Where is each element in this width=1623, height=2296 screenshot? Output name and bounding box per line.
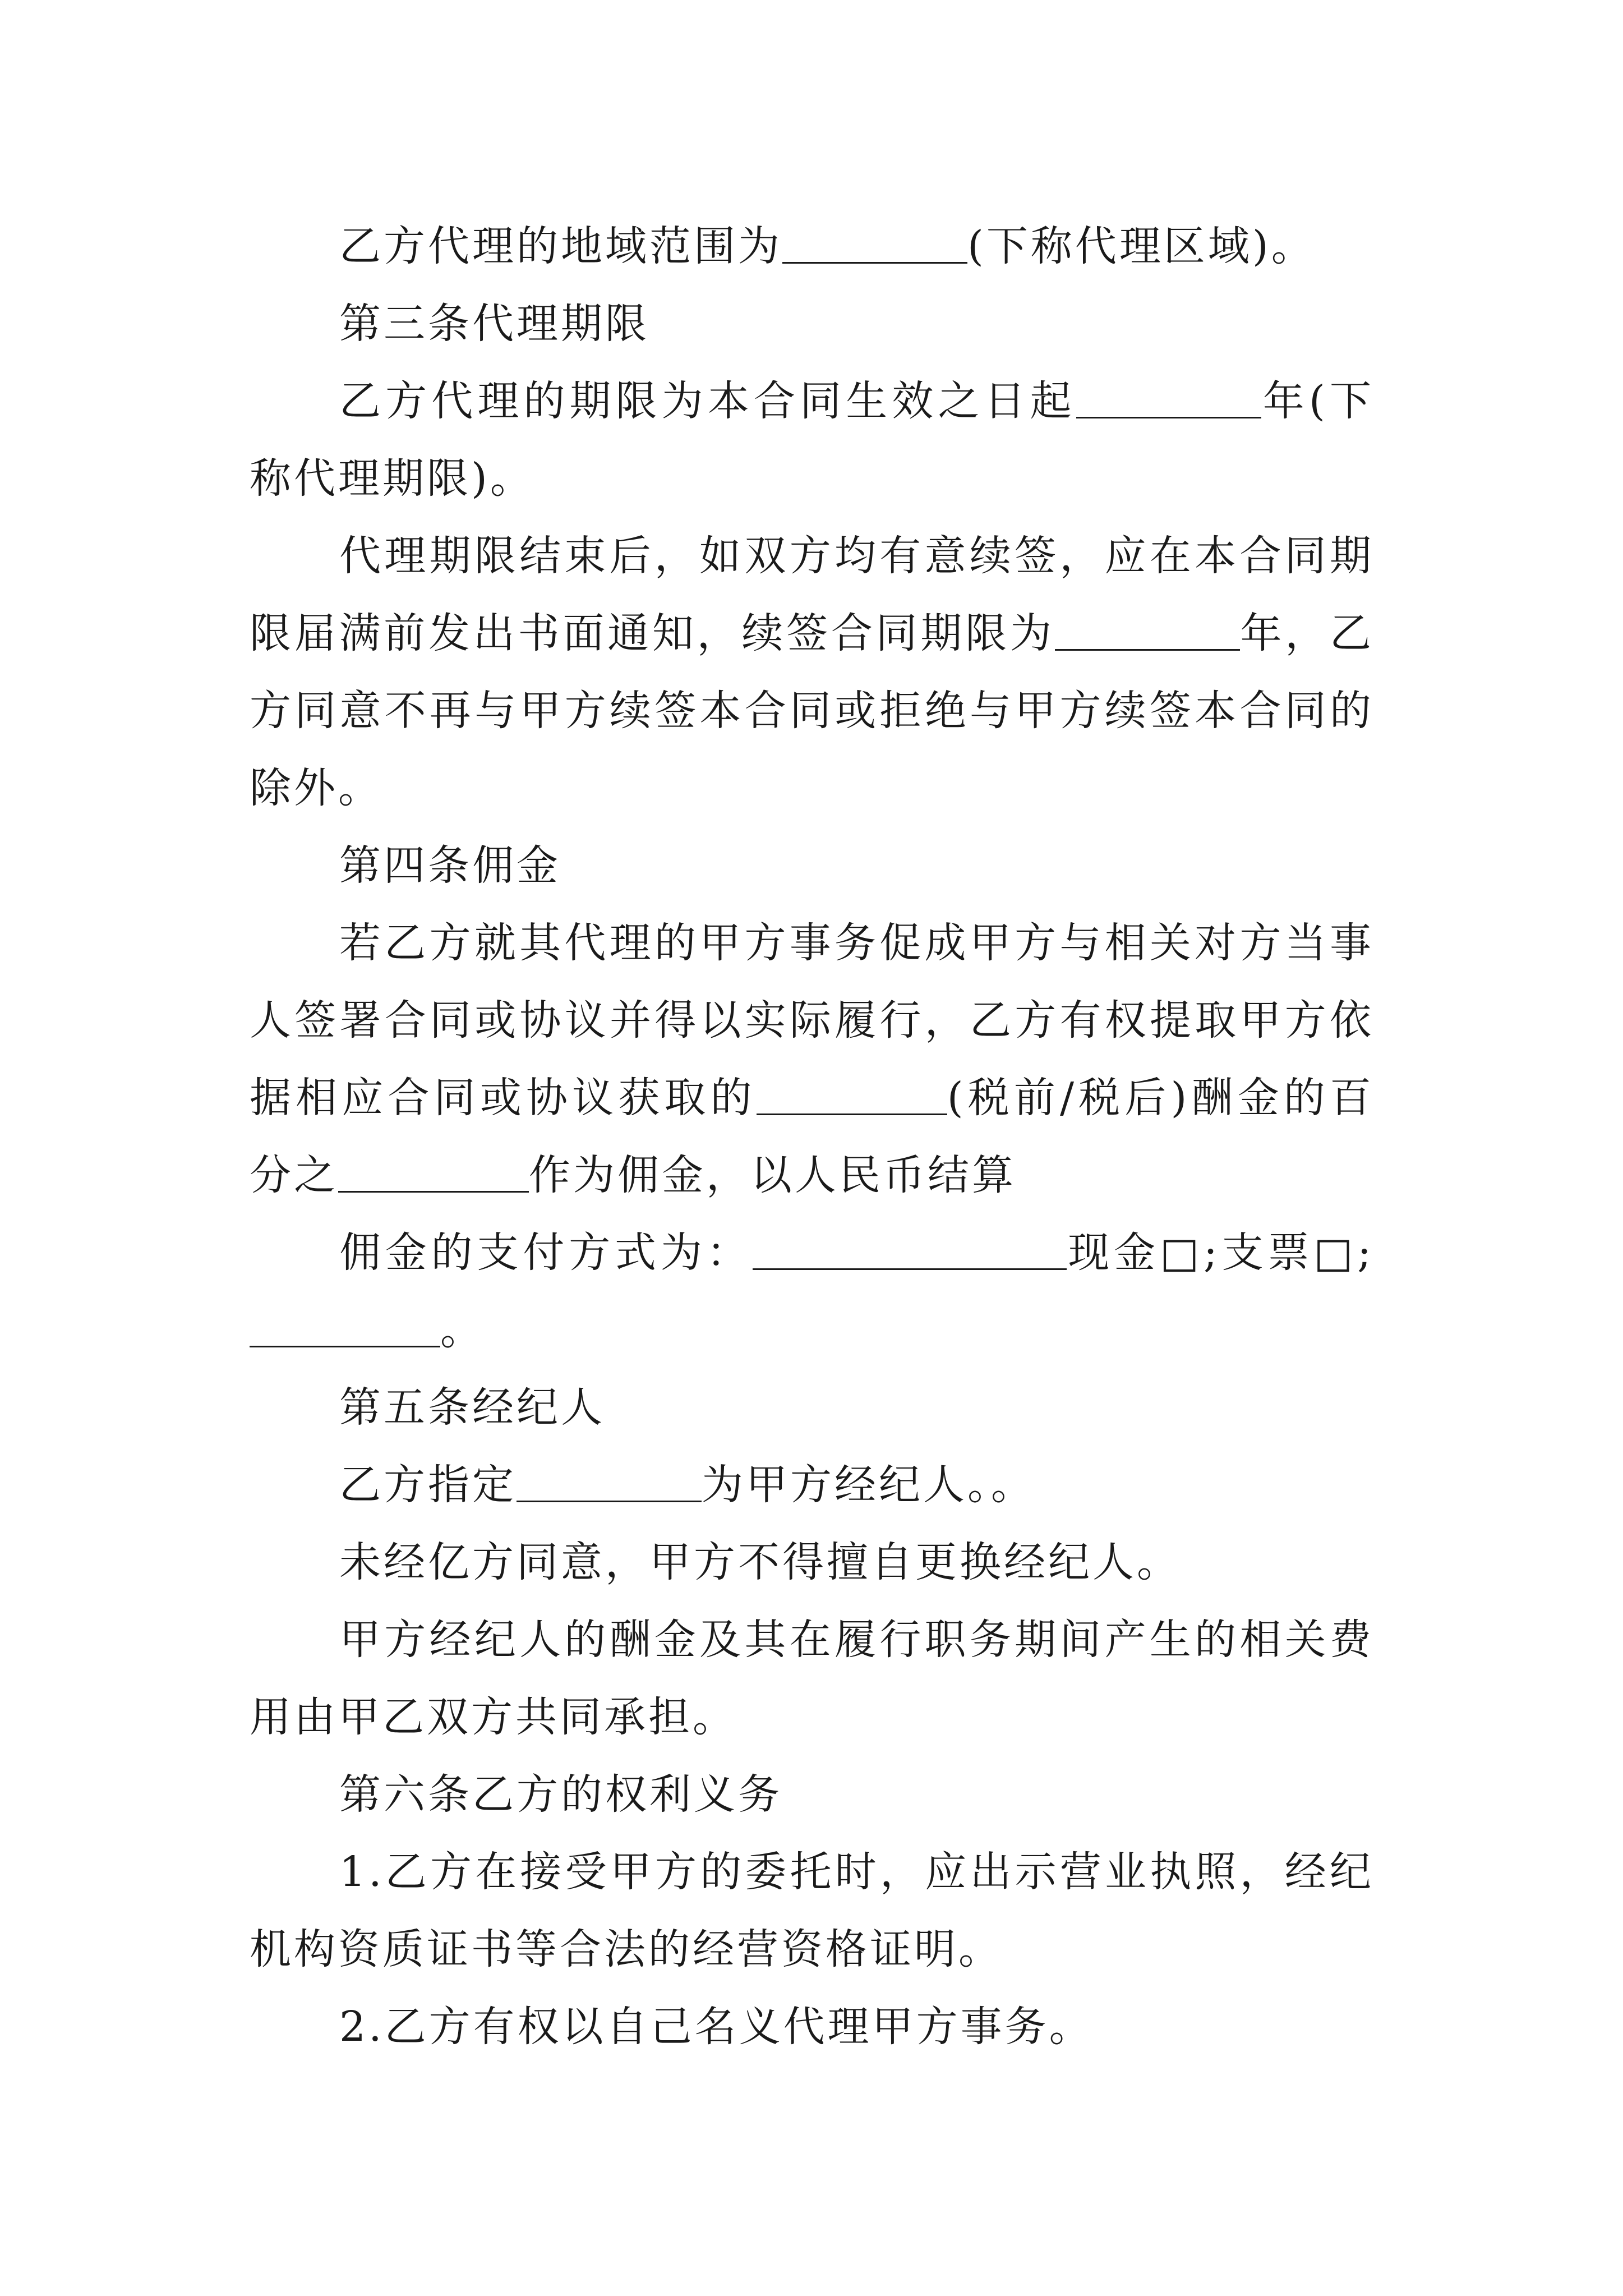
text-segment: 乙方代理的地域范围为: [339, 222, 782, 270]
fill-in-blank-fee-basis[interactable]: [757, 1072, 947, 1115]
paragraph-party-b-duty-2: 2.乙方有权以自己名义代理甲方事务。: [339, 2003, 1094, 2051]
text-segment: 若乙方就其代理的甲方事务促成甲方与相关对方当事人签署合同或协议并得以实际履行，乙方有权提取甲方依据相应合同或协议获取的: [250, 919, 1374, 1122]
text-segment: (下称代理区域)。: [967, 222, 1316, 270]
fill-in-blank-payment-method[interactable]: [753, 1227, 1067, 1270]
paragraph-agency-term: [250, 362, 1374, 517]
text-segment: 年(下称代理期限)。: [250, 377, 1375, 503]
fill-in-blank-percentage[interactable]: [338, 1149, 529, 1193]
article-6-heading: 第六条乙方的权利义务: [339, 1770, 782, 1819]
article-4-heading: 第四条佣金: [339, 841, 561, 890]
paragraph-commission: [250, 904, 1374, 1214]
text-segment: 年，乙方同意不再与甲方续签本合同或拒绝与甲方续签本合同的除外。: [250, 609, 1375, 812]
paragraph-renewal: [250, 517, 1374, 827]
text-segment: 现金□;支票□;: [1066, 1228, 1375, 1277]
fill-in-blank-years[interactable]: [1076, 375, 1261, 418]
text-segment: 作为佣金，以人民币结算: [529, 1151, 1016, 1199]
fill-in-blank-broker-name[interactable]: [517, 1459, 702, 1502]
fill-in-blank-region[interactable]: [782, 220, 967, 264]
fill-in-blank-renewal-years[interactable]: [1055, 608, 1240, 651]
paragraph-broker-replacement: 未经亿方同意，甲方不得擅自更换经纪人。: [339, 1538, 1181, 1586]
paragraph-agency-region: [250, 208, 1374, 285]
text-segment: 为甲方经纪人。。: [702, 1461, 1035, 1509]
text-segment: 乙方代理的期限为本合同生效之日起: [339, 377, 1076, 425]
text-segment: 乙方指定: [339, 1461, 517, 1509]
text-segment: 。: [440, 1306, 485, 1354]
text-segment: (税前/税后)酬金的百分之: [250, 1074, 1375, 1199]
paragraph-broker-fees: 甲方经纪人的酬金及其在履行职务期间产生的相关费用由甲乙双方共同承担。: [250, 1616, 1374, 1741]
article-3-heading: 第三条代理期限: [339, 300, 649, 348]
paragraph-payment-method: [250, 1214, 1374, 1369]
paragraph-party-b-duty-1: 1.乙方在接受甲方的委托时，应出示营业执照，经纪机构资质证书等合法的经营资格证明。: [250, 1848, 1374, 1973]
paragraph-broker-designation: [250, 1446, 1374, 1524]
text-segment: 佣金的支付方式为：: [339, 1228, 753, 1277]
article-5-heading: 第五条经纪人: [339, 1383, 605, 1432]
text-segment: 代理期限结束后，如双方均有意续签，应在本合同期限届满前发出书面通知，续签合同期限为: [250, 532, 1374, 657]
fill-in-blank-other-method[interactable]: [250, 1304, 440, 1347]
document-body: [250, 208, 1374, 2065]
